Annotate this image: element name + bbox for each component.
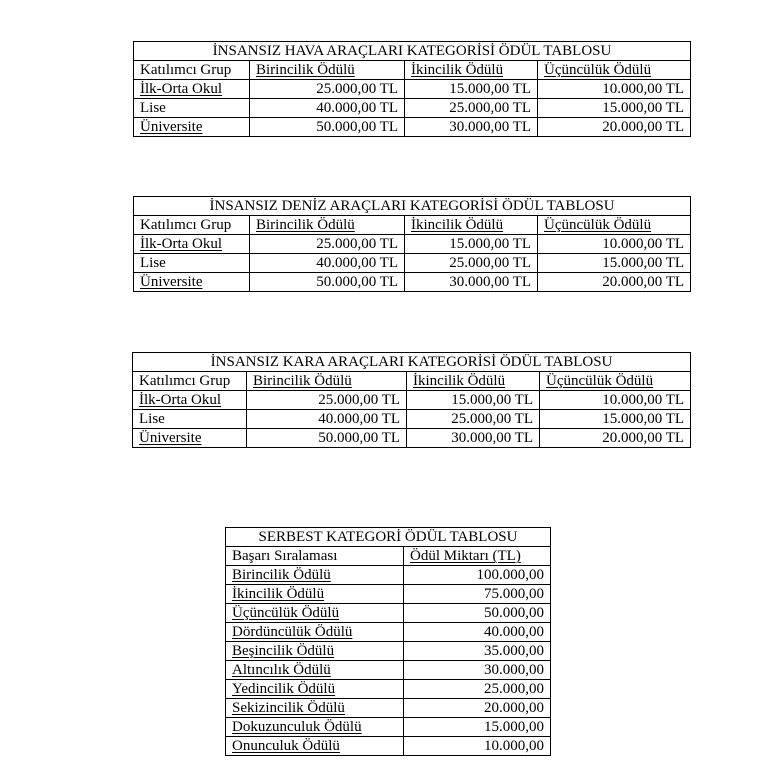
- group-cell: İlk-Orta Okul: [133, 391, 247, 410]
- header-second: İkincilik Ödülü: [407, 372, 540, 391]
- rank-cell: Dördüncülük Ödülü: [226, 623, 404, 642]
- table-row: [226, 680, 551, 699]
- kara-award-table: [132, 352, 691, 448]
- hava-award-table: [133, 41, 691, 137]
- group-cell: Üniversite: [134, 118, 250, 137]
- value-cell: 15.000,00 TL: [540, 410, 691, 429]
- table-row: [134, 254, 691, 273]
- header-third: Üçüncülük Ödülü: [538, 61, 691, 80]
- table-title: SERBEST KATEGORİ ÖDÜL TABLOSU: [226, 528, 551, 547]
- rank-cell: Altıncılık Ödülü: [226, 661, 404, 680]
- group-cell: Lise: [134, 99, 250, 118]
- amount-cell: 10.000,00: [404, 737, 551, 756]
- amount-cell: 50.000,00: [404, 604, 551, 623]
- value-cell: 25.000,00 TL: [250, 235, 405, 254]
- table-row: [226, 623, 551, 642]
- header-rank: Başarı Sıralaması: [226, 547, 404, 566]
- table-row: [133, 391, 691, 410]
- table-title-row: [134, 197, 691, 216]
- rank-cell: Yedincilik Ödülü: [226, 680, 404, 699]
- table-row: [134, 99, 691, 118]
- amount-cell: 75.000,00: [404, 585, 551, 604]
- table-title-row: [133, 353, 691, 372]
- value-cell: 50.000,00 TL: [250, 273, 405, 292]
- table-row: [226, 699, 551, 718]
- header-second: İkincilik Ödülü: [405, 61, 538, 80]
- group-cell: Üniversite: [134, 273, 250, 292]
- value-cell: 15.000,00 TL: [405, 235, 538, 254]
- amount-cell: 15.000,00: [404, 718, 551, 737]
- table-row: [134, 235, 691, 254]
- value-cell: 25.000,00 TL: [405, 99, 538, 118]
- rank-cell: Birincilik Ödülü: [226, 566, 404, 585]
- value-cell: 15.000,00 TL: [407, 391, 540, 410]
- header-third: Üçüncülük Ödülü: [538, 216, 691, 235]
- table-header-row: [133, 372, 691, 391]
- table-title-row: [134, 42, 691, 61]
- header-first: Birincilik Ödülü: [250, 61, 405, 80]
- group-cell: Lise: [134, 254, 250, 273]
- table-row: [134, 273, 691, 292]
- rank-cell: Sekizincilik Ödülü: [226, 699, 404, 718]
- rank-cell: Onunculuk Ödülü: [226, 737, 404, 756]
- value-cell: 40.000,00 TL: [250, 254, 405, 273]
- deniz-award-table: [133, 196, 691, 292]
- value-cell: 15.000,00 TL: [538, 99, 691, 118]
- table-header-row: [226, 547, 551, 566]
- table-row: [226, 661, 551, 680]
- table-row: [134, 80, 691, 99]
- table-row: [226, 718, 551, 737]
- table-row: [134, 118, 691, 137]
- value-cell: 30.000,00 TL: [407, 429, 540, 448]
- table-title: İNSANSIZ DENİZ ARAÇLARI KATEGORİSİ ÖDÜL TABLOSU: [134, 197, 691, 216]
- rank-cell: Dokuzunculuk Ödülü: [226, 718, 404, 737]
- group-cell: Lise: [133, 410, 247, 429]
- table-header-row: [134, 61, 691, 80]
- serbest-award-table: [225, 527, 551, 756]
- header-third: Üçüncülük Ödülü: [540, 372, 691, 391]
- table-header-row: [134, 216, 691, 235]
- header-group: Katılımcı Grup: [133, 372, 247, 391]
- header-group: Katılımcı Grup: [134, 216, 250, 235]
- rank-cell: Üçüncülük Ödülü: [226, 604, 404, 623]
- value-cell: 25.000,00 TL: [247, 391, 407, 410]
- amount-cell: 35.000,00: [404, 642, 551, 661]
- value-cell: 50.000,00 TL: [250, 118, 405, 137]
- group-cell: İlk-Orta Okul: [134, 80, 250, 99]
- value-cell: 15.000,00 TL: [538, 254, 691, 273]
- value-cell: 40.000,00 TL: [250, 99, 405, 118]
- value-cell: 20.000,00 TL: [538, 273, 691, 292]
- table-title: İNSANSIZ KARA ARAÇLARI KATEGORİSİ ÖDÜL TABLOSU: [133, 353, 691, 372]
- table-row: [133, 410, 691, 429]
- table-row: [226, 737, 551, 756]
- value-cell: 10.000,00 TL: [538, 80, 691, 99]
- amount-cell: 30.000,00: [404, 661, 551, 680]
- table-row: [226, 642, 551, 661]
- amount-cell: 20.000,00: [404, 699, 551, 718]
- value-cell: 25.000,00 TL: [250, 80, 405, 99]
- group-cell: İlk-Orta Okul: [134, 235, 250, 254]
- header-amount: Ödül Miktarı (TL): [404, 547, 551, 566]
- value-cell: 25.000,00 TL: [405, 254, 538, 273]
- value-cell: 40.000,00 TL: [247, 410, 407, 429]
- header-first: Birincilik Ödülü: [247, 372, 407, 391]
- value-cell: 30.000,00 TL: [405, 273, 538, 292]
- amount-cell: 100.000,00: [404, 566, 551, 585]
- value-cell: 25.000,00 TL: [407, 410, 540, 429]
- header-second: İkincilik Ödülü: [405, 216, 538, 235]
- group-cell: Üniversite: [133, 429, 247, 448]
- value-cell: 20.000,00 TL: [538, 118, 691, 137]
- amount-cell: 40.000,00: [404, 623, 551, 642]
- value-cell: 10.000,00 TL: [540, 391, 691, 410]
- header-group: Katılımcı Grup: [134, 61, 250, 80]
- value-cell: 50.000,00 TL: [247, 429, 407, 448]
- value-cell: 10.000,00 TL: [538, 235, 691, 254]
- amount-cell: 25.000,00: [404, 680, 551, 699]
- table-title: İNSANSIZ HAVA ARAÇLARI KATEGORİSİ ÖDÜL TABLOSU: [134, 42, 691, 61]
- table-title-row: [226, 528, 551, 547]
- rank-cell: Beşincilik Ödülü: [226, 642, 404, 661]
- value-cell: 20.000,00 TL: [540, 429, 691, 448]
- rank-cell: İkincilik Ödülü: [226, 585, 404, 604]
- value-cell: 30.000,00 TL: [405, 118, 538, 137]
- value-cell: 15.000,00 TL: [405, 80, 538, 99]
- table-row: [226, 585, 551, 604]
- table-row: [226, 566, 551, 585]
- table-row: [226, 604, 551, 623]
- table-row: [133, 429, 691, 448]
- header-first: Birincilik Ödülü: [250, 216, 405, 235]
